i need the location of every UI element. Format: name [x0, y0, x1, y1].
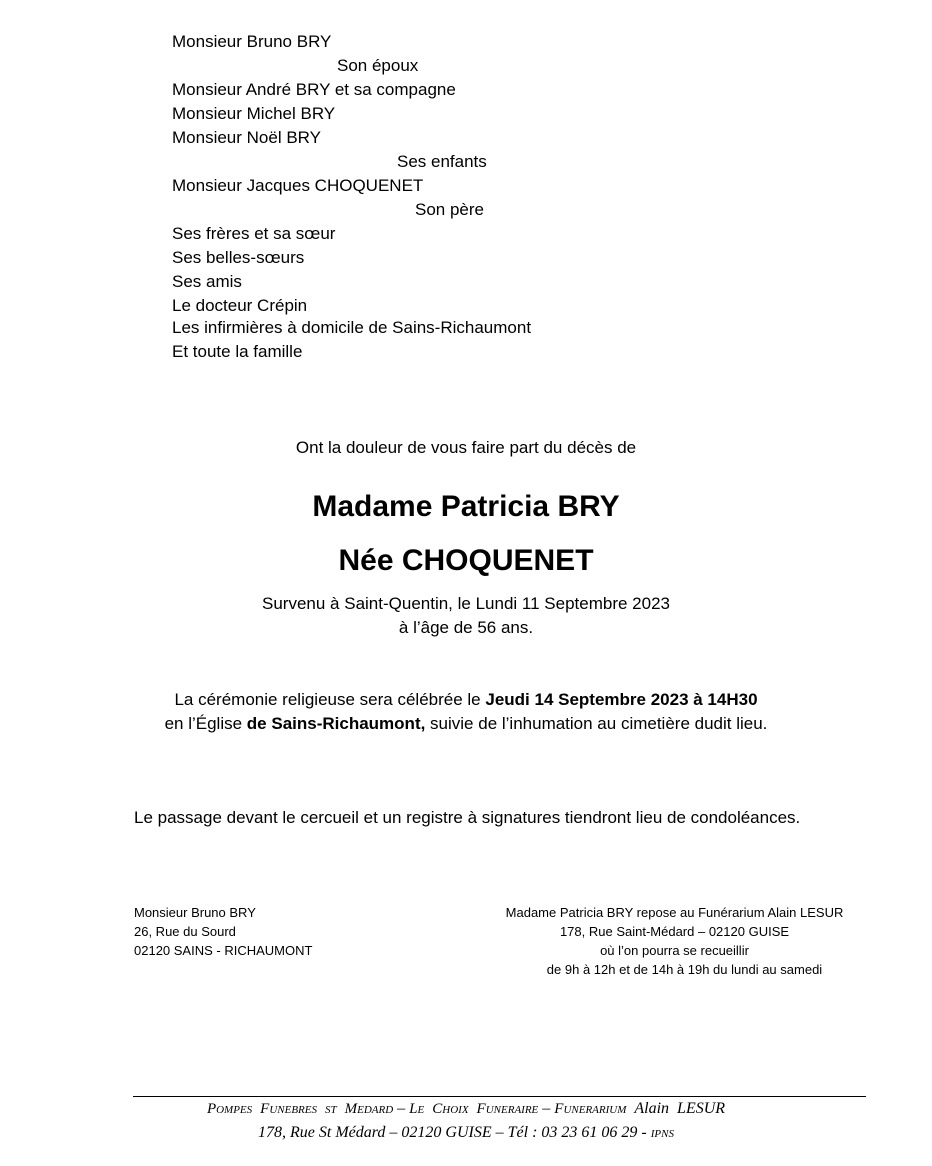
footer-ipns: IPNS — [650, 1128, 674, 1140]
child-name: Monsieur Noël BRY — [172, 128, 321, 147]
father-name: Monsieur Jacques CHOQUENET — [172, 176, 424, 195]
family-line: Le docteur Crépin — [172, 296, 308, 315]
ceremony-date: Jeudi 14 Septembre 2023 à 14H30 — [485, 690, 758, 709]
footer-company-line — [0, 1099, 932, 1120]
father-role: Son père — [415, 200, 484, 219]
contact-left-city: 02120 SAINS - RICHAUMONT — [134, 943, 313, 958]
family-line: Ses frères et sa sœur — [172, 224, 336, 243]
spouse-role: Son époux — [337, 56, 419, 75]
ceremony-line-2 — [0, 714, 932, 734]
footer-text: LESUR — [677, 1100, 726, 1117]
footer-text: F — [476, 1101, 486, 1117]
spouse-name: Monsieur Bruno BRY — [172, 32, 332, 51]
footer-text: UNEBRES — [269, 1104, 317, 1116]
age: à l’âge de 56 ans. — [398, 618, 534, 637]
contact-left-street: 26, Rue du Sourd — [134, 924, 236, 939]
child-name: Monsieur Michel BRY — [172, 104, 336, 123]
ceremony-text: en l’Église — [164, 714, 247, 733]
announcement-intro: Ont la douleur de vous faire part du décès de — [295, 438, 637, 457]
footer-text: ST — [325, 1104, 337, 1116]
ceremony-place: de Sains-Richaumont, — [246, 714, 426, 733]
ceremony-text: suivie de l’inhumation au cimetière dudit lieu. — [425, 714, 768, 733]
footer-text: F — [260, 1101, 270, 1117]
contact-right-line: 178, Rue Saint-Médard – 02120 GUISE — [559, 924, 790, 939]
contact-right-line: Madame Patricia BRY repose au Funérarium Alain LESUR — [505, 905, 844, 920]
child-name: Monsieur André BRY et sa compagne — [172, 80, 456, 99]
footer-text: OMPES — [216, 1104, 253, 1116]
contact-right-line: de 9h à 12h et de 14h à 19h du lundi au samedi — [546, 962, 823, 977]
footer-text: Alain — [634, 1100, 670, 1117]
death-place-date: Survenu à Saint-Quentin, le Lundi 11 Septembre 2023 — [262, 594, 670, 613]
footer-text: E — [417, 1104, 425, 1116]
footer-text: F — [554, 1101, 564, 1117]
ceremony-text: La cérémonie religieuse sera célébrée le — [174, 690, 486, 709]
footer-text: P — [206, 1101, 217, 1117]
children-role: Ses enfants — [397, 152, 487, 171]
footer-text: HOIX — [442, 1104, 469, 1116]
ceremony-line-1 — [0, 690, 932, 710]
family-line: Ses belles-sœurs — [172, 248, 305, 267]
footer-address-line — [0, 1123, 932, 1144]
maiden-name: Née CHOQUENET — [338, 544, 594, 577]
footer-text: UNERARIUM — [563, 1104, 627, 1116]
footer-text: EDARD — [357, 1104, 394, 1116]
family-line: Et toute la famille — [172, 342, 303, 361]
condolences-note: Le passage devant le cercueil et un registre à signatures tiendront lieu de condoléances. — [134, 808, 801, 827]
footer-text: M — [344, 1101, 358, 1117]
footer-text: – — [393, 1100, 410, 1117]
contact-left-name: Monsieur Bruno BRY — [134, 905, 256, 920]
footer-address: 178, Rue St Médard – 02120 GUISE – Tél : 03 23 61 06 29 - — [258, 1124, 651, 1141]
family-line: Ses amis — [172, 272, 242, 291]
footer-divider — [133, 1096, 866, 1097]
footer-text: – — [538, 1100, 555, 1117]
footer-text: L — [409, 1101, 418, 1117]
deceased-name: Madame Patricia BRY — [312, 490, 620, 523]
footer-text: C — [432, 1101, 443, 1117]
footer-text: UNERAIRE — [485, 1104, 539, 1116]
contact-right-line: où l’on pourra se recueillir — [600, 943, 749, 958]
family-line: Les infirmières à domicile de Sains-Richaumont — [172, 318, 532, 337]
